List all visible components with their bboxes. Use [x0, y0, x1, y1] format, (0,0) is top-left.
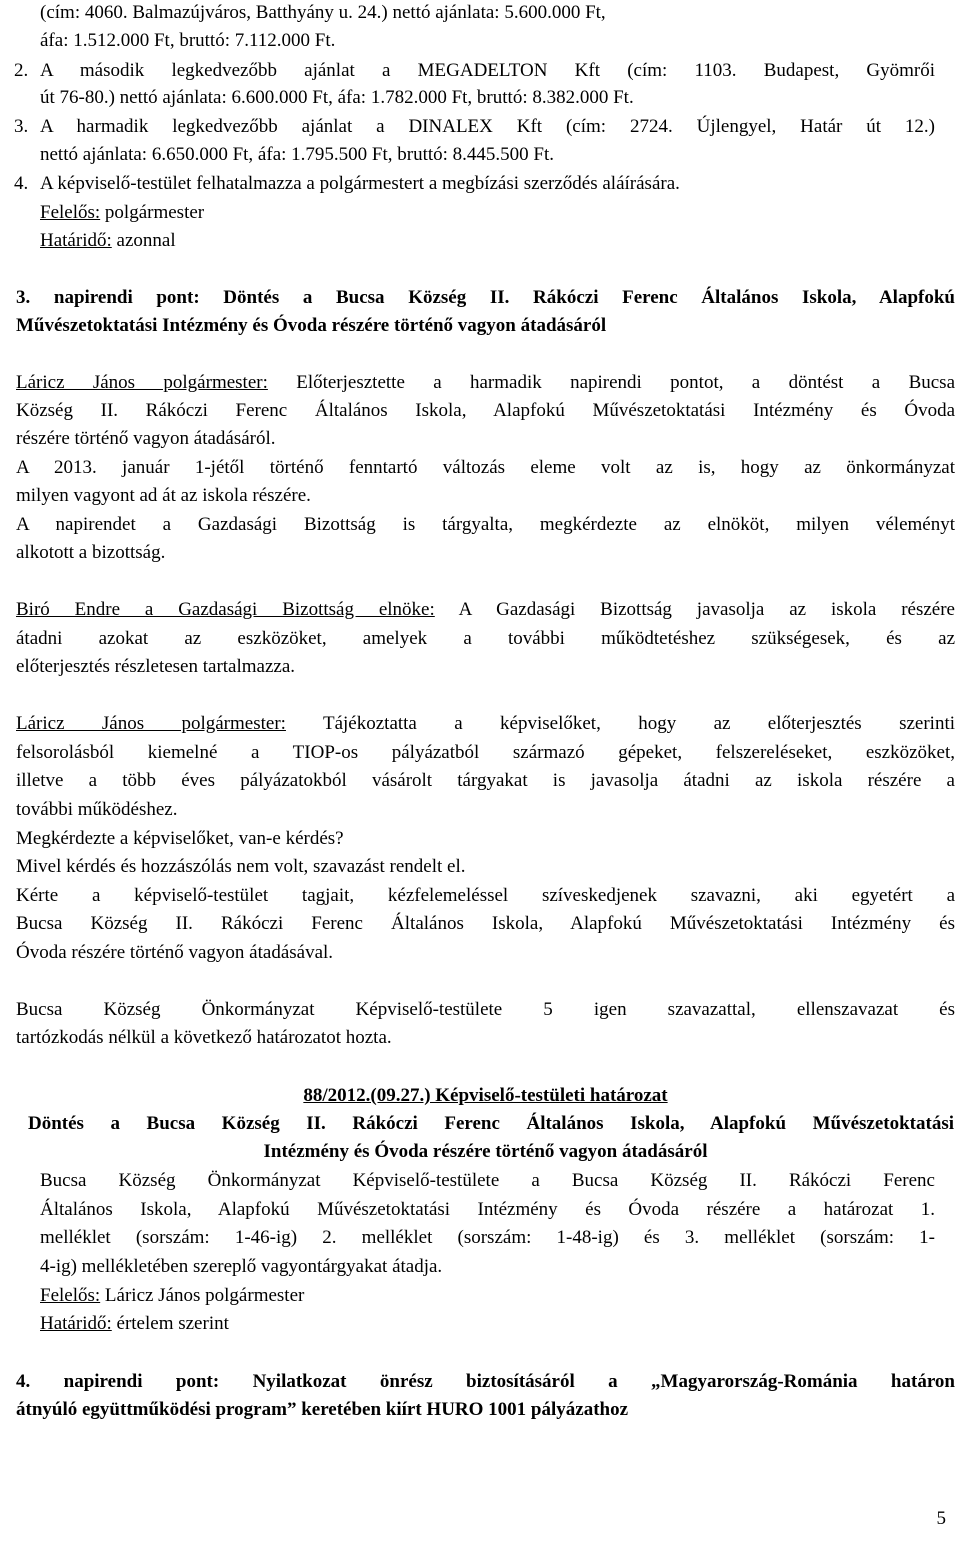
- list-number: 4.: [14, 173, 29, 194]
- deadline-value: azonnal: [111, 230, 176, 251]
- deadline-label: Határidő:: [40, 230, 112, 251]
- paragraph-line: Község II. Rákóczi Ferenc Általános Iskola, Alapfokú Művészetoktatási Intézmény és Óvoda: [16, 400, 955, 421]
- deadline-line: [40, 230, 176, 254]
- deadline-label: Határidő:: [40, 1313, 112, 1334]
- paragraph-line: milyen vagyont ad át az iskola részére.: [16, 485, 311, 506]
- paragraph-line: tartózkodás nélkül a következő határozatot hozta.: [16, 1027, 392, 1048]
- resolution-title: 88/2012.(09.27.) Képviselő-testületi határozat: [303, 1085, 668, 1106]
- paragraph-line: [16, 713, 955, 737]
- resolution-body-line: Bucsa Község Önkormányzat Képviselő-testülete a Bucsa Község II. Rákóczi Ferenc: [40, 1170, 935, 1191]
- resolution-subject: Döntés a Bucsa Község II. Rákóczi Ferenc Általános Iskola, Alapfokú Művészetoktatási: [28, 1113, 954, 1134]
- responsible-label: Felelős:: [40, 202, 101, 223]
- paragraph-line: A napirendet a Gazdasági Bizottság is tárgyalta, megkérdezte az elnököt, milyen véleményt: [16, 514, 955, 535]
- paragraph-line: [16, 599, 955, 623]
- page-number: 5: [936, 1508, 946, 1529]
- paragraph-text: A Gazdasági Bizottság javasolja az iskola részére: [434, 599, 955, 620]
- paragraph-line: Kérte a képviselő-testület tagjait, kézfelemeléssel szíveskedjenek szavazni, aki egyetért a: [16, 885, 955, 906]
- paragraph-line: további működéshez.: [16, 799, 178, 820]
- speaker-label: Láricz János polgármester:: [16, 713, 286, 734]
- responsible-value: polgármester: [100, 202, 205, 223]
- text-line: áfa: 1.512.000 Ft, bruttó: 7.112.000 Ft.: [40, 30, 336, 51]
- deadline-value: értelem szerint: [111, 1313, 229, 1334]
- paragraph-line: felsorolásból kiemelné a TIOP-os pályázatból származó gépeket, felszereléseket, eszközöket,: [16, 742, 955, 763]
- responsible-label: Felelős:: [40, 1285, 101, 1306]
- paragraph-line: alkotott a bizottság.: [16, 542, 166, 563]
- section-heading: 4. napirendi pont: Nyilatkozat önrész biztosításáról a „Magyarország-Románia határon: [16, 1371, 955, 1392]
- list-number: 3.: [14, 116, 29, 137]
- list-number: 2.: [14, 60, 29, 81]
- section-heading: 3. napirendi pont: Döntés a Bucsa Község II. Rákóczi Ferenc Általános Iskola, Alapfokú: [16, 287, 955, 308]
- speaker-label: Biró Endre a Gazdasági Bizottság elnöke:: [16, 599, 435, 620]
- paragraph-line: előterjesztés részletesen tartalmazza.: [16, 656, 296, 677]
- deadline-line: [40, 1313, 229, 1337]
- paragraph-line: átadni azokat az eszközöket, amelyek a további működtetéshez szükségesek, és az: [16, 628, 955, 649]
- text-line: A második legkedvezőbb ajánlat a MEGADELTON Kft (cím: 1103. Budapest, Gyömrői: [40, 60, 935, 81]
- text-line: A képviselő-testület felhatalmazza a polgármestert a megbízási szerződés aláírására.: [40, 173, 680, 194]
- paragraph-line: Megkérdezte a képviselőket, van-e kérdés?: [16, 828, 344, 849]
- paragraph-text: Előterjesztette a harmadik napirendi pontot, a döntést a Bucsa: [267, 372, 955, 393]
- paragraph-line: Óvoda részére történő vagyon átadásával.: [16, 942, 334, 963]
- paragraph-line: részére történő vagyon átadásáról.: [16, 428, 276, 449]
- paragraph-line: [16, 372, 955, 396]
- resolution-body-line: Általános Iskola, Alapfokú Művészetoktatási Intézmény és Óvoda részére a határozat 1.: [40, 1199, 935, 1220]
- section-heading: Művészetoktatási Intézmény és Óvoda részére történő vagyon átadásáról: [16, 315, 607, 336]
- responsible-line: [40, 1285, 304, 1309]
- paragraph-line: Bucsa Község Önkormányzat Képviselő-testülete 5 igen szavazattal, ellenszavazat és: [16, 999, 955, 1020]
- text-line: nettó ajánlata: 6.650.000 Ft, áfa: 1.795.500 Ft, bruttó: 8.445.500 Ft.: [40, 144, 555, 165]
- speaker-label: Láricz János polgármester:: [16, 372, 268, 393]
- paragraph-line: Bucsa Község II. Rákóczi Ferenc Általános Iskola, Alapfokú Művészetoktatási Intézmény és: [16, 913, 955, 934]
- resolution-body-line: 4-ig) mellékletében szereplő vagyontárgyakat átadja.: [40, 1256, 443, 1277]
- text-line: út 76-80.) nettó ajánlata: 6.600.000 Ft, áfa: 1.782.000 Ft, bruttó: 8.382.000 Ft.: [40, 87, 634, 108]
- text-line: A harmadik legkedvezőbb ajánlat a DINALEX Kft (cím: 2724. Újlengyel, Határ út 12.): [40, 116, 935, 137]
- text-line: (cím: 4060. Balmazújváros, Batthyány u. 24.) nettó ajánlata: 5.600.000 Ft,: [40, 2, 606, 23]
- responsible-line: [40, 202, 204, 226]
- paragraph-line: Mivel kérdés és hozzászólás nem volt, szavazást rendelt el.: [16, 856, 466, 877]
- resolution-body-line: melléklet (sorszám: 1-46-ig) 2. melléklet (sorszám: 1-48-ig) és 3. melléklet (sorszám: 1-: [40, 1227, 935, 1248]
- resolution-subject: Intézmény és Óvoda részére történő vagyon átadásáról: [263, 1141, 708, 1162]
- section-heading: átnyúló együttműködési program” keretében kiírt HURO 1001 pályázathoz: [16, 1399, 629, 1420]
- responsible-value: Láricz János polgármester: [100, 1285, 305, 1306]
- paragraph-line: illetve a több éves pályázatokból vásárolt tárgyakat is javasolja átadni az iskola részére a: [16, 770, 955, 791]
- paragraph-text: Tájékoztatta a képviselőket, hogy az előterjesztés szerinti: [285, 713, 955, 734]
- paragraph-line: A 2013. január 1-jétől történő fenntartó változás eleme volt az is, hogy az önkormányzat: [16, 457, 955, 478]
